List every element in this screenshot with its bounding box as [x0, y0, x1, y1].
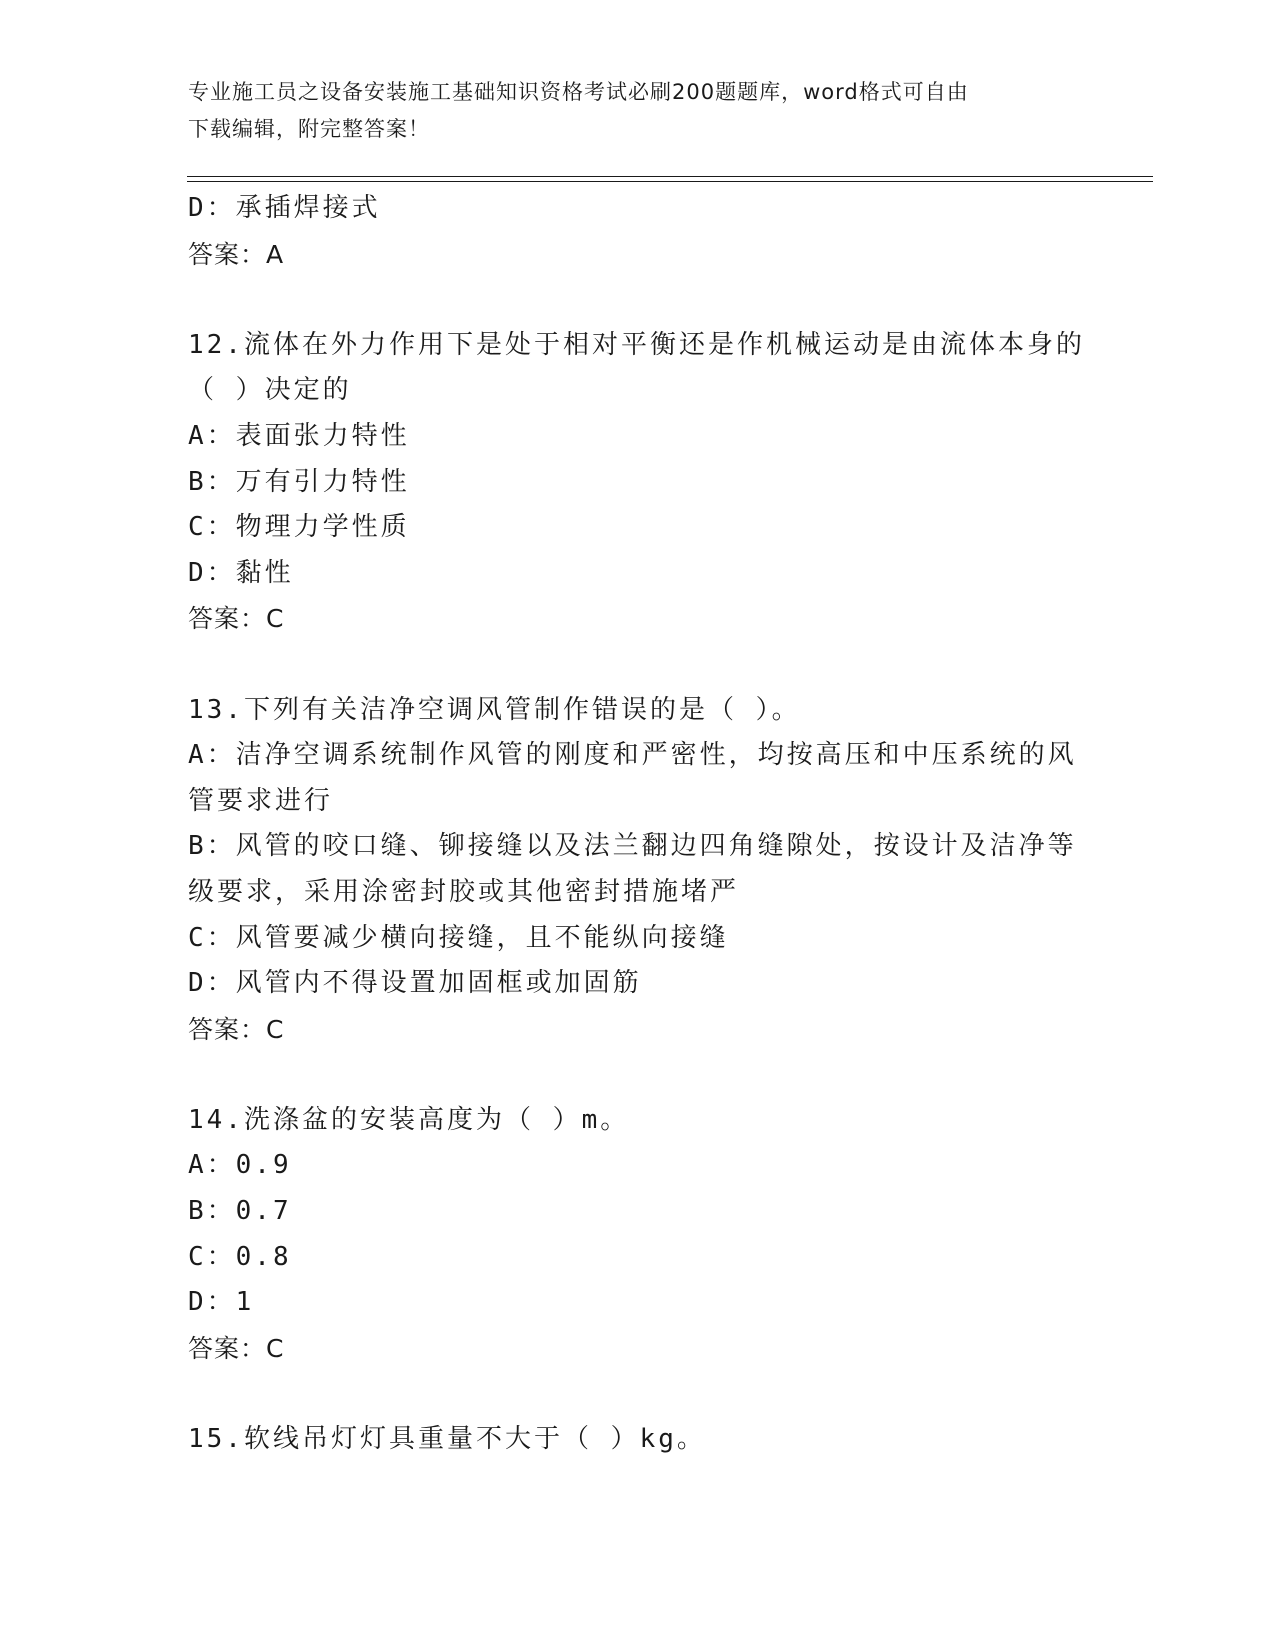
q13-option-c: C：风管要减少横向接缝，且不能纵向接缝: [188, 922, 729, 953]
spacer: [188, 642, 1088, 688]
q15-stem: 15.软线吊灯灯具重量不大于（ ）kg。: [188, 1424, 706, 1455]
spacer: [188, 277, 1088, 323]
header-divider-bottom: [187, 181, 1153, 182]
q13-answer: 答案：C: [188, 1014, 285, 1044]
q13-option-a-line-1: A：洁净空调系统制作风管的刚度和严密性，均按高压和中压系统的风: [188, 740, 1077, 771]
page-header: [188, 74, 1068, 148]
header-divider-top: [187, 176, 1153, 177]
q12-stem-line-1: 12.流体在外力作用下是处于相对平衡还是作机械运动是由流体本身的: [188, 329, 1085, 360]
q13-option-d: D：风管内不得设置加固框或加固筋: [188, 968, 642, 999]
q13-option-a-line-2: 管要求进行: [188, 785, 334, 816]
q14-option-c: C：0.8: [188, 1241, 292, 1272]
q12-option-b: B：万有引力特性: [188, 466, 410, 497]
q14-answer: 答案：C: [188, 1333, 285, 1363]
q13-stem: 13.下列有关洁净空调风管制作错误的是（ ）。: [188, 694, 801, 725]
q12-answer: 答案：C: [188, 604, 285, 634]
q13-option-b-line-1: B：风管的咬口缝、铆接缝以及法兰翻边四角缝隙处，按设计及洁净等: [188, 831, 1077, 862]
spacer: [188, 1052, 1088, 1098]
q14-option-a: A：0.9: [188, 1150, 292, 1181]
q12-option-d: D：黏性: [188, 557, 294, 588]
q13-option-b-line-2: 级要求，采用涂密封胶或其他密封措施堵严: [188, 876, 740, 907]
header-line-1: 专业施工员之设备安装施工基础知识资格考试必刷200题题库，word格式可自由: [188, 80, 969, 104]
q14-stem: 14.洗涤盆的安装高度为（ ）m。: [188, 1104, 630, 1135]
q12-option-c: C：物理力学性质: [188, 512, 410, 543]
question-content: [188, 186, 1088, 1463]
q14-option-b: B：0.7: [188, 1196, 292, 1227]
q12-option-a: A：表面张力特性: [188, 420, 410, 451]
spacer: [188, 1371, 1088, 1417]
q12-stem-line-2: （ ）决定的: [188, 375, 352, 406]
q11-option-d: D：承插焊接式: [188, 193, 381, 223]
q14-option-d: D：1: [188, 1287, 255, 1318]
q11-answer: 答案：A: [188, 239, 285, 269]
header-line-2: 下载编辑，附完整答案！: [188, 117, 430, 141]
